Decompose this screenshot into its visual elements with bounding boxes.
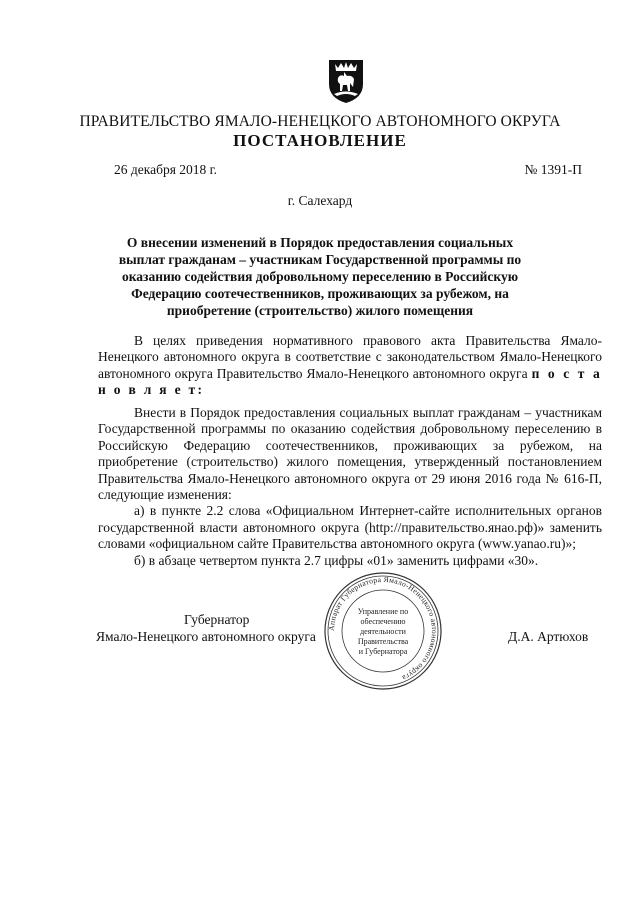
government-name: ПРАВИТЕЛЬСТВО ЯМАЛО-НЕНЕЦКОГО АВТОНОМНОГО ОКРУГА	[79, 113, 561, 130]
stamp-line-4: Правительства	[357, 637, 409, 646]
item-a: а) в пункте 2.2 слова «Официальном Интернет-сайте исполнительных органов государственной власти автономного округа (http://правительство.янао.рф)» заменить словами «официальном сайте Правительства автономного округа (www.yanao.ru)»;	[98, 503, 602, 552]
main-paragraph: Внести в Порядок предоставления социальных выплат гражданам – участникам Государственной программы по оказанию содействия добровольному переселению в Российскую Федерацию соотечественников, проживающих за рубежом, на приобретение (строительство) жилого помещения, утвержденный постановлением Правительства Ямало-Ненецкого автономного округа от 29 июня 2016 года № 616-П, следующие изменения:	[98, 405, 602, 503]
document-date: 26 декабря 2018 г.	[114, 162, 218, 177]
signatory-region: Ямало-Ненецкого автономного округа	[96, 629, 316, 644]
official-stamp	[322, 570, 444, 692]
stamp-ring-text: Аппарат Губернатора Ямало-Ненецкого автономного округа	[326, 574, 440, 683]
item-b: б) в абзаце четвертом пункта 2.7 цифры «01» заменить цифрами «30».	[134, 552, 539, 568]
intro-text: В целях приведения нормативного правового акта Правительства Ямало-Ненецкого автономного округа в соответствие с законодательством Ямало-Ненецкого автономного округа Правительство Ямало-Ненецкого автономного округа	[98, 333, 602, 381]
stamp-line-3: деятельности	[360, 627, 406, 636]
coat-of-arms-icon	[326, 58, 366, 104]
document-title: О внесении изменений в Порядок предоставления социальных выплат гражданам – участникам Государственной программы по оказанию содействия добровольному переселению в Российскую Федерацию соотечественников, проживающих за рубежом, на приобретение (строительство) жилого помещения	[118, 235, 522, 318]
document-type: ПОСТАНОВЛЕНИЕ	[233, 131, 407, 150]
signatory-role: Губернатор	[184, 612, 250, 627]
stamp-line-1: Управление по	[357, 607, 409, 616]
resolves-text: п о с т а н о в л я е т:	[98, 365, 602, 398]
document-number: № 1391-П	[524, 162, 582, 177]
stamp-line-2: обеспечению	[360, 617, 406, 626]
city: г. Салехард	[287, 193, 353, 208]
stamp-line-5: и Губернатора	[358, 647, 408, 656]
intro-paragraph	[98, 333, 602, 399]
main-paragraph-block	[98, 405, 602, 569]
signatory-name: Д.А. Артюхов	[508, 629, 589, 644]
